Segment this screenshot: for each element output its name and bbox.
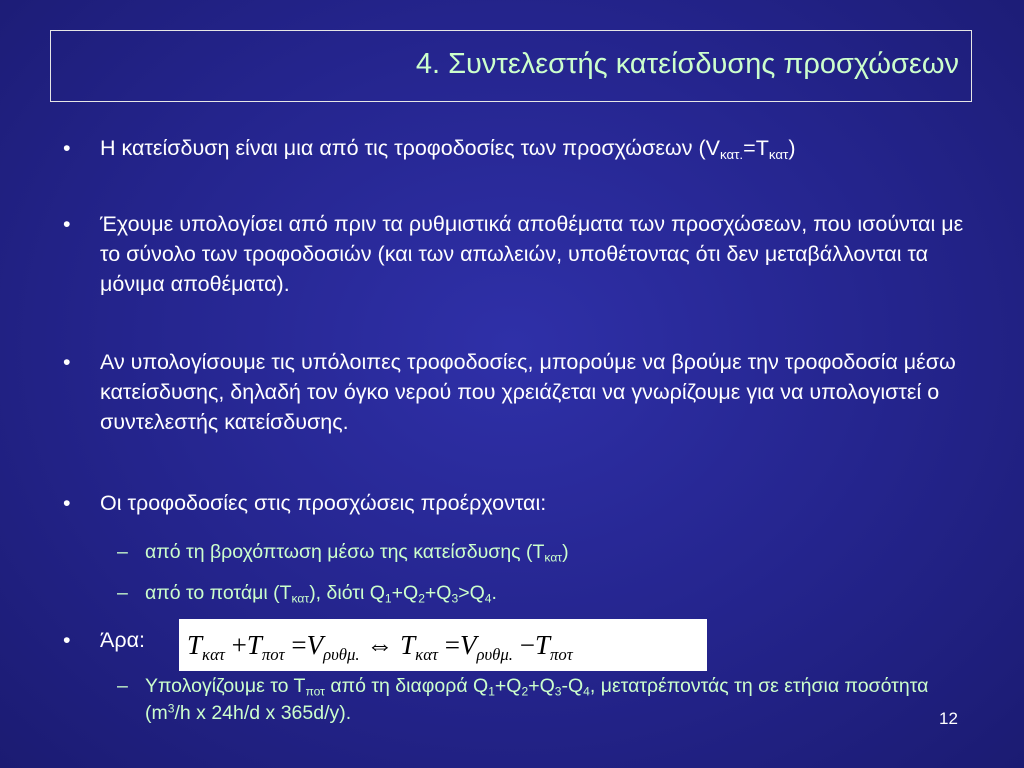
bullet-marker: • [63,350,71,374]
dash-marker: – [117,582,128,604]
sub-bullet-calculation: – Υπολογίζουμε το $T_{\pi o\tau}$ από τη διαφορά $Q_1+Q_2+Q_3-Q_4$, μετατρέποντάς τη σε ετήσια ποσότητα ($m^3/h$ x 24h/d x 365d/y). [117,675,929,724]
bullet-2: • Έχουμε υπολογίσει από πριν τα ρυθμιστικά αποθέματα των προσχώσεων, που ισούνται με το σύνολο των τροφοδοσιών (και των απωλειών, υποθέτοντας ότι δεν μεταβάλλονται τα μόνιμα αποθέματα). [100,209,980,299]
title-frame [50,30,972,102]
equivalence-symbol: ⇔ [366,630,394,660]
bullet-marker: • [63,136,71,160]
bullet-marker: • [63,212,71,236]
bullet-1: • Η κατείσδυση είναι μια από τις τροφοδοσίες των προσχώσεων $(V_{\kappa\alpha\tau.}=T_{\kappa\alpha\tau})$ [100,133,980,163]
sub-bullet-rainfall: – από τη βροχόπτωση μέσω της κατείσδυσης $(T_{\kappa\alpha\tau})$ [117,541,569,565]
bullet-3: • Αν υπολογίσουμε τις υπόλοιπες τροφοδοσίες, μπορούμε να βρούμε την τροφοδοσία μέσω κατείσδυσης, δηλαδή τον όγκο νερού που χρειάζεται να γνωρίζουμε για να υπολογιστεί ο συντελεστής κατείσδυσης. [100,347,980,437]
bullet-4: • Οι τροφοδοσίες στις προσχώσεις προέρχονται: [100,488,980,518]
dash-marker: – [117,675,128,697]
dash-marker: – [117,541,128,563]
bullet-marker: • [63,628,71,652]
bullet-marker: • [63,491,71,515]
bullet-5: • Άρα: [100,625,980,655]
sub-bullet-river: – από το ποτάμι $(T_{\kappa\alpha\tau})$, διότι $Q_1+Q_2+Q_3>Q_4$. [117,582,497,606]
slide-title: 4. Συντελεστής κατείσδυσης προσχώσεων [415,48,959,80]
equation-box: $T_{\kappa\alpha\tau} +T_{\pi o\tau} =V_{\rho\upsilon\theta\mu.}$ ⇔ $T_{\kappa\alpha\tau} =V_{\rho\upsilon\theta\mu.} -T_{\pi o\tau}$ [179,619,707,671]
page-number: 12 [939,709,958,728]
